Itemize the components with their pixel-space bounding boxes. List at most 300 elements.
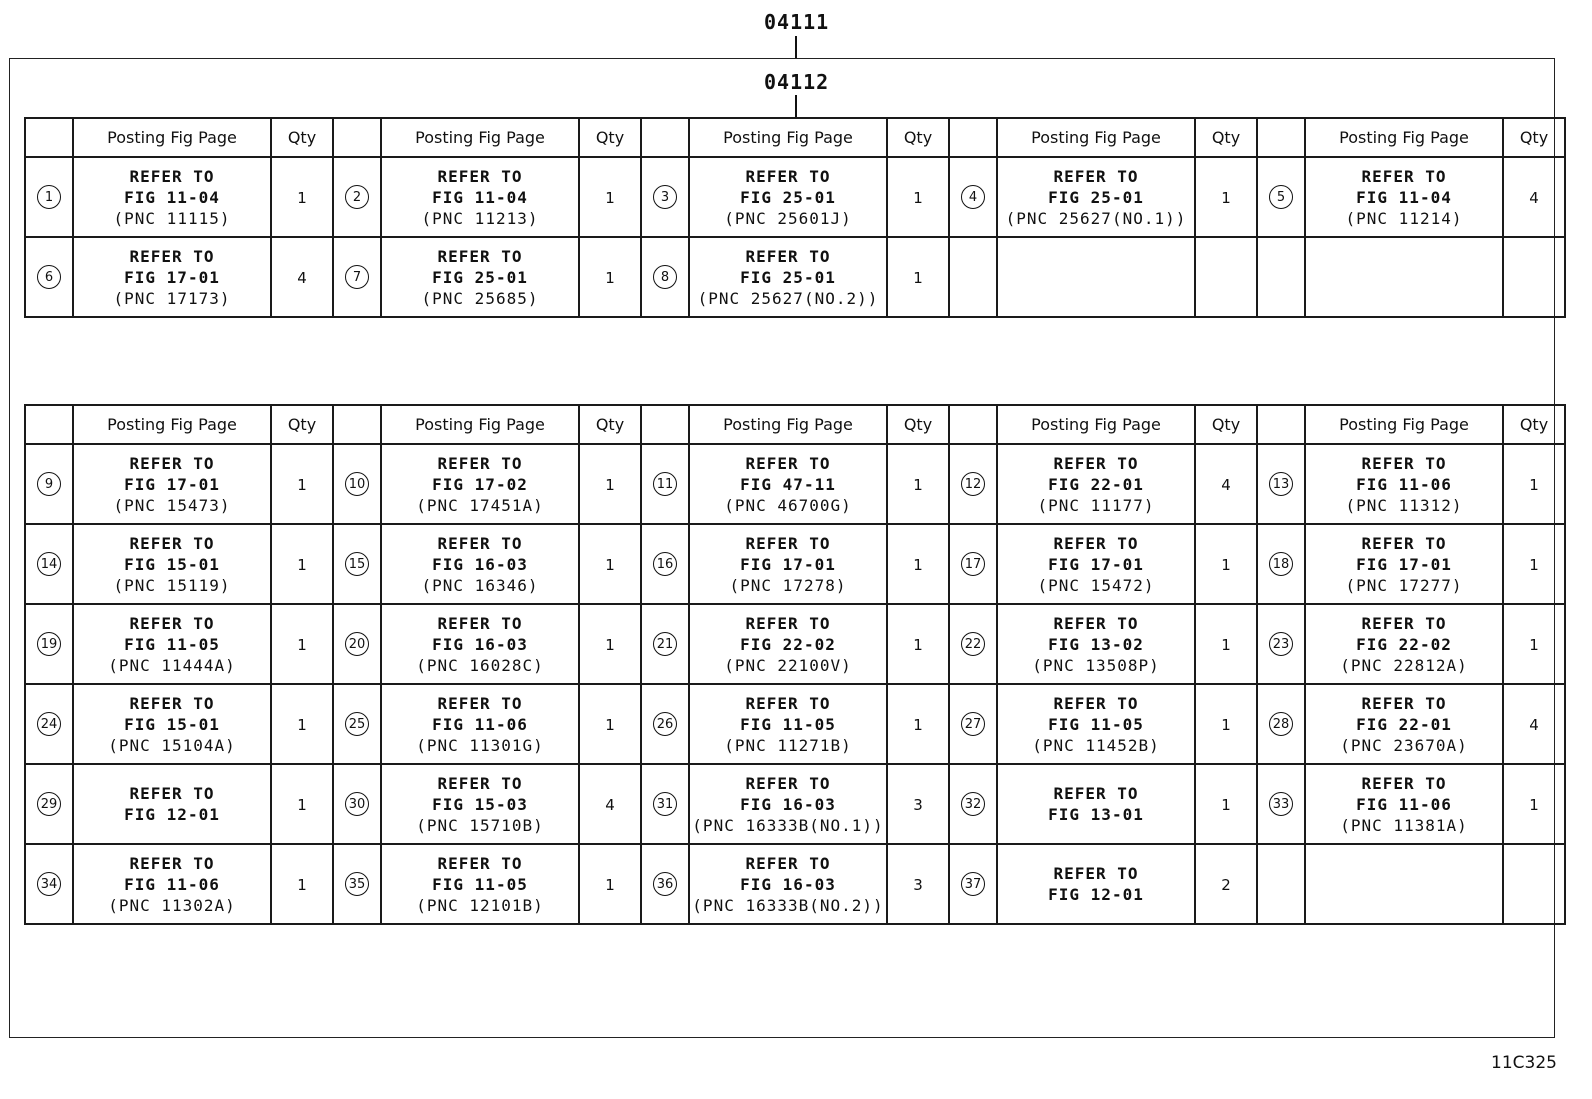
fig-number-text: FIG 11-06 (1356, 794, 1452, 814)
quantity-cell (1195, 237, 1257, 317)
quantity-value: 1 (1529, 475, 1539, 494)
quantity-cell (1195, 157, 1257, 237)
leader-line-04112 (795, 95, 797, 117)
item-number-cell (25, 684, 73, 764)
quantity-cell (1503, 237, 1565, 317)
pnc-text: (PNC 17451A) (416, 495, 544, 515)
reference-cell (1305, 764, 1503, 844)
item-number-cell (333, 157, 381, 237)
refer-to-text: REFER TO (437, 533, 523, 553)
quantity-cell (271, 684, 333, 764)
item-number-badge: 29 (37, 792, 61, 816)
pnc-text: (PNC 22812A) (1340, 655, 1468, 675)
item-number-badge: 3 (653, 185, 677, 209)
item-number-cell (25, 844, 73, 924)
header-qty: Qty (579, 405, 641, 444)
header-qty: Qty (1503, 118, 1565, 157)
reference-text (690, 453, 886, 516)
quantity-cell (579, 764, 641, 844)
header-posting-fig-page: Posting Fig Page (997, 405, 1195, 444)
pnc-text: (PNC 11381A) (1340, 815, 1468, 835)
reference-cell (381, 684, 579, 764)
item-number-cell (25, 524, 73, 604)
quantity-cell (1195, 604, 1257, 684)
quantity-cell (271, 844, 333, 924)
refer-to-text: REFER TO (437, 693, 523, 713)
item-number-cell (949, 764, 997, 844)
item-number-badge: 26 (653, 712, 677, 736)
fig-number-text: FIG 25-01 (1048, 187, 1144, 207)
item-number-cell (641, 844, 689, 924)
header-posting-fig-page: Posting Fig Page (689, 118, 887, 157)
fig-number-text: FIG 22-02 (1356, 634, 1452, 654)
fig-number-text: FIG 11-06 (1356, 474, 1452, 494)
quantity-value: 1 (1221, 715, 1231, 734)
reference-cell (381, 764, 579, 844)
quantity-value: 1 (605, 475, 615, 494)
table-row (25, 764, 1565, 844)
header-posting-fig-page: Posting Fig Page (689, 405, 887, 444)
quantity-cell (579, 604, 641, 684)
posting-table-lower (24, 404, 1566, 925)
item-number-cell (1257, 237, 1305, 317)
pnc-text: (PNC 25685) (421, 288, 539, 308)
quantity-value: 1 (913, 635, 923, 654)
refer-to-text: REFER TO (1053, 533, 1139, 553)
quantity-cell (579, 237, 641, 317)
quantity-cell (579, 444, 641, 524)
quantity-cell (1503, 604, 1565, 684)
fig-number-text: FIG 15-01 (124, 714, 220, 734)
reference-cell (997, 157, 1195, 237)
fig-number-text: FIG 11-04 (432, 187, 528, 207)
reference-text (998, 453, 1194, 516)
item-number-cell (333, 764, 381, 844)
item-number-cell (949, 237, 997, 317)
reference-cell (381, 157, 579, 237)
quantity-value: 1 (605, 188, 615, 207)
item-number-cell (949, 604, 997, 684)
item-number-badge: 7 (345, 265, 369, 289)
pnc-text: (PNC 15710B) (416, 815, 544, 835)
pnc-text: (PNC 16333B(NO.1)) (692, 815, 884, 835)
fig-number-text: FIG 11-05 (432, 874, 528, 894)
item-number-badge: 19 (37, 632, 61, 656)
reference-cell (997, 764, 1195, 844)
quantity-value: 1 (913, 555, 923, 574)
quantity-value: 1 (605, 715, 615, 734)
item-number-cell (1257, 764, 1305, 844)
refer-to-text: REFER TO (129, 453, 215, 473)
item-number-badge: 28 (1269, 712, 1293, 736)
quantity-value: 3 (913, 875, 923, 894)
fig-number-text: FIG 11-06 (432, 714, 528, 734)
quantity-cell (1503, 764, 1565, 844)
reference-text (998, 863, 1194, 905)
reference-text (1306, 693, 1502, 756)
quantity-value: 1 (297, 795, 307, 814)
reference-cell (689, 684, 887, 764)
quantity-value: 1 (297, 875, 307, 894)
refer-to-text: REFER TO (745, 613, 831, 633)
quantity-value: 1 (297, 715, 307, 734)
reference-cell (73, 604, 271, 684)
header-item-cell (641, 118, 689, 157)
item-number-badge: 27 (961, 712, 985, 736)
pnc-text: (PNC 11214) (1345, 208, 1463, 228)
reference-text (382, 246, 578, 309)
reference-cell (73, 524, 271, 604)
fig-number-text: FIG 15-03 (432, 794, 528, 814)
quantity-cell (887, 444, 949, 524)
quantity-cell (887, 604, 949, 684)
quantity-value: 1 (297, 188, 307, 207)
item-number-badge: 11 (653, 472, 677, 496)
refer-to-text: REFER TO (437, 453, 523, 473)
quantity-cell (1503, 684, 1565, 764)
refer-to-text: REFER TO (437, 773, 523, 793)
refer-to-text: REFER TO (129, 693, 215, 713)
reference-text (382, 166, 578, 229)
fig-number-text: FIG 25-01 (740, 187, 836, 207)
item-number-badge: 6 (37, 265, 61, 289)
header-row (25, 118, 1565, 157)
reference-cell (73, 237, 271, 317)
reference-text (74, 613, 270, 676)
refer-to-text: REFER TO (745, 693, 831, 713)
header-posting-fig-page: Posting Fig Page (381, 405, 579, 444)
item-number-cell (333, 444, 381, 524)
table-row (25, 157, 1565, 237)
item-number-cell (1257, 684, 1305, 764)
reference-text (998, 166, 1194, 229)
fig-number-text: FIG 17-01 (740, 554, 836, 574)
header-item-cell (1257, 405, 1305, 444)
refer-to-text: REFER TO (1053, 864, 1139, 883)
refer-to-text: REFER TO (129, 613, 215, 633)
refer-to-text: REFER TO (1361, 773, 1447, 793)
quantity-value: 1 (1529, 555, 1539, 574)
pnc-text: (PNC 23670A) (1340, 735, 1468, 755)
header-qty: Qty (1195, 405, 1257, 444)
pnc-text: (PNC 16028C) (416, 655, 544, 675)
item-number-badge: 37 (961, 872, 985, 896)
pnc-text: (PNC 15472) (1037, 575, 1155, 595)
refer-to-text: REFER TO (1053, 784, 1139, 803)
reference-text (382, 533, 578, 596)
reference-text (74, 246, 270, 309)
quantity-cell (1503, 444, 1565, 524)
reference-cell (689, 237, 887, 317)
quantity-value: 1 (1529, 635, 1539, 654)
pnc-text: (PNC 13508P) (1032, 655, 1160, 675)
pnc-text: (PNC 22100V) (724, 655, 852, 675)
refer-to-text: REFER TO (129, 784, 215, 803)
header-item-cell (641, 405, 689, 444)
item-number-cell (1257, 157, 1305, 237)
pnc-text: (PNC 11444A) (108, 655, 236, 675)
quantity-cell (887, 237, 949, 317)
header-posting-fig-page: Posting Fig Page (73, 405, 271, 444)
reference-text (1306, 533, 1502, 596)
reference-cell (997, 444, 1195, 524)
header-qty: Qty (271, 118, 333, 157)
refer-to-text: REFER TO (437, 853, 523, 873)
quantity-value: 1 (605, 555, 615, 574)
refer-to-text: REFER TO (745, 453, 831, 473)
item-number-cell (333, 524, 381, 604)
reference-text (382, 453, 578, 516)
quantity-cell (887, 764, 949, 844)
reference-text (690, 166, 886, 229)
item-number-cell (641, 237, 689, 317)
quantity-cell (1503, 844, 1565, 924)
pnc-text: (PNC 17278) (729, 575, 847, 595)
item-number-cell (25, 157, 73, 237)
fig-number-text: FIG 17-02 (432, 474, 528, 494)
quantity-cell (271, 444, 333, 524)
quantity-value: 4 (297, 268, 307, 287)
refer-to-text: REFER TO (745, 853, 831, 873)
item-number-badge: 32 (961, 792, 985, 816)
refer-to-text: REFER TO (129, 853, 215, 873)
pnc-text: (PNC 11452B) (1032, 735, 1160, 755)
reference-cell (997, 684, 1195, 764)
pnc-text: (PNC 16333B(NO.2)) (692, 895, 884, 915)
reference-text (998, 783, 1194, 825)
pnc-text: (PNC 25627(NO.2)) (697, 288, 879, 308)
pnc-text: (PNC 11312) (1345, 495, 1463, 515)
header-item-cell (25, 405, 73, 444)
item-number-badge: 25 (345, 712, 369, 736)
quantity-cell (271, 157, 333, 237)
reference-cell (997, 237, 1195, 317)
header-qty: Qty (271, 405, 333, 444)
quantity-value: 1 (605, 268, 615, 287)
refer-to-text: REFER TO (437, 246, 523, 266)
fig-number-text: FIG 13-02 (1048, 634, 1144, 654)
item-number-cell (1257, 844, 1305, 924)
pnc-text: (PNC 15104A) (108, 735, 236, 755)
reference-text (1306, 453, 1502, 516)
refer-to-text: REFER TO (1361, 613, 1447, 633)
header-posting-fig-page: Posting Fig Page (73, 118, 271, 157)
posting-table-upper (24, 117, 1566, 318)
header-posting-fig-page: Posting Fig Page (1305, 118, 1503, 157)
pnc-text: (PNC 11301G) (416, 735, 544, 755)
quantity-cell (579, 157, 641, 237)
item-number-cell (25, 764, 73, 844)
header-qty: Qty (579, 118, 641, 157)
header-posting-fig-page: Posting Fig Page (1305, 405, 1503, 444)
pnc-text: (PNC 25627(NO.1)) (1005, 208, 1187, 228)
quantity-value: 1 (1221, 555, 1231, 574)
refer-to-text: REFER TO (1053, 166, 1139, 186)
header-qty: Qty (1503, 405, 1565, 444)
fig-number-text: FIG 47-11 (740, 474, 836, 494)
header-qty: Qty (887, 118, 949, 157)
fig-number-text: FIG 16-03 (432, 634, 528, 654)
quantity-value: 1 (1221, 635, 1231, 654)
item-number-badge: 4 (961, 185, 985, 209)
reference-cell (381, 444, 579, 524)
fig-number-text: FIG 11-05 (124, 634, 220, 654)
reference-cell (689, 844, 887, 924)
assembly-label-04112: 04112 (764, 70, 830, 94)
header-qty: Qty (1195, 118, 1257, 157)
quantity-cell (1503, 524, 1565, 604)
table-row (25, 604, 1565, 684)
pnc-text: (PNC 11177) (1037, 495, 1155, 515)
reference-cell (73, 844, 271, 924)
reference-text (690, 613, 886, 676)
reference-cell (1305, 604, 1503, 684)
fig-number-text: FIG 17-01 (124, 474, 220, 494)
item-number-badge: 8 (653, 265, 677, 289)
item-number-cell (333, 684, 381, 764)
fig-number-text: FIG 17-01 (1356, 554, 1452, 574)
reference-cell (689, 524, 887, 604)
pnc-text: (PNC 11213) (421, 208, 539, 228)
fig-number-text: FIG 16-03 (432, 554, 528, 574)
table-row (25, 444, 1565, 524)
item-number-cell (949, 157, 997, 237)
fig-number-text: FIG 13-01 (1048, 805, 1144, 824)
reference-cell (997, 524, 1195, 604)
fig-number-text: FIG 11-05 (1048, 714, 1144, 734)
figure-code: 11C325 (1491, 1053, 1557, 1073)
refer-to-text: REFER TO (437, 613, 523, 633)
fig-number-text: FIG 22-01 (1048, 474, 1144, 494)
quantity-value: 1 (1221, 188, 1231, 207)
item-number-cell (641, 764, 689, 844)
reference-cell (381, 844, 579, 924)
fig-number-text: FIG 12-01 (1048, 885, 1144, 904)
quantity-value: 1 (605, 635, 615, 654)
refer-to-text: REFER TO (1361, 533, 1447, 553)
item-number-badge: 23 (1269, 632, 1293, 656)
pnc-text: (PNC 12101B) (416, 895, 544, 915)
reference-text (74, 166, 270, 229)
reference-text (74, 693, 270, 756)
item-number-cell (333, 604, 381, 684)
header-item-cell (949, 118, 997, 157)
item-number-cell (641, 684, 689, 764)
reference-text (998, 693, 1194, 756)
quantity-value: 1 (605, 875, 615, 894)
pnc-text: (PNC 46700G) (724, 495, 852, 515)
pnc-text: (PNC 17277) (1345, 575, 1463, 595)
reference-text (74, 783, 270, 825)
fig-number-text: FIG 11-06 (124, 874, 220, 894)
pnc-text: (PNC 11302A) (108, 895, 236, 915)
reference-cell (1305, 444, 1503, 524)
reference-text (74, 853, 270, 916)
quantity-cell (1195, 844, 1257, 924)
item-number-cell (949, 444, 997, 524)
item-number-badge: 13 (1269, 472, 1293, 496)
quantity-cell (271, 524, 333, 604)
reference-text (74, 533, 270, 596)
reference-cell (381, 524, 579, 604)
reference-cell (1305, 157, 1503, 237)
item-number-badge: 36 (653, 872, 677, 896)
pnc-text: (PNC 11115) (113, 208, 231, 228)
fig-number-text: FIG 12-01 (124, 805, 220, 824)
quantity-value: 1 (913, 475, 923, 494)
refer-to-text: REFER TO (1053, 613, 1139, 633)
reference-cell (689, 444, 887, 524)
item-number-cell (949, 684, 997, 764)
item-number-badge: 16 (653, 552, 677, 576)
quantity-cell (1195, 524, 1257, 604)
reference-text (1306, 773, 1502, 836)
fig-number-text: FIG 11-04 (1356, 187, 1452, 207)
reference-cell (381, 604, 579, 684)
table-row (25, 684, 1565, 764)
quantity-value: 1 (1529, 795, 1539, 814)
fig-number-text: FIG 25-01 (740, 267, 836, 287)
refer-to-text: REFER TO (745, 166, 831, 186)
reference-text (1306, 166, 1502, 229)
reference-cell (689, 604, 887, 684)
item-number-badge: 20 (345, 632, 369, 656)
refer-to-text: REFER TO (745, 773, 831, 793)
reference-cell (1305, 684, 1503, 764)
item-number-cell (1257, 444, 1305, 524)
quantity-value: 1 (297, 475, 307, 494)
quantity-cell (579, 844, 641, 924)
header-item-cell (949, 405, 997, 444)
reference-text (690, 773, 886, 836)
pnc-text: (PNC 11271B) (724, 735, 852, 755)
header-item-cell (1257, 118, 1305, 157)
refer-to-text: REFER TO (129, 166, 215, 186)
reference-text (690, 246, 886, 309)
reference-text (690, 853, 886, 916)
fig-number-text: FIG 11-04 (124, 187, 220, 207)
pnc-text: (PNC 17173) (113, 288, 231, 308)
reference-cell (1305, 844, 1503, 924)
reference-cell (997, 604, 1195, 684)
reference-cell (73, 444, 271, 524)
item-number-badge: 35 (345, 872, 369, 896)
item-number-badge: 17 (961, 552, 985, 576)
header-posting-fig-page: Posting Fig Page (997, 118, 1195, 157)
header-qty: Qty (887, 405, 949, 444)
reference-cell (997, 844, 1195, 924)
item-number-badge: 1 (37, 185, 61, 209)
quantity-value: 4 (1221, 475, 1231, 494)
pnc-text: (PNC 15119) (113, 575, 231, 595)
item-number-cell (333, 237, 381, 317)
item-number-badge: 15 (345, 552, 369, 576)
quantity-value: 4 (605, 795, 615, 814)
reference-cell (73, 157, 271, 237)
quantity-value: 2 (1221, 875, 1231, 894)
fig-number-text: FIG 22-01 (1356, 714, 1452, 734)
reference-text (382, 613, 578, 676)
item-number-badge: 5 (1269, 185, 1293, 209)
refer-to-text: REFER TO (129, 533, 215, 553)
item-number-cell (1257, 524, 1305, 604)
quantity-cell (579, 524, 641, 604)
header-item-cell (333, 405, 381, 444)
item-number-cell (641, 604, 689, 684)
item-number-badge: 34 (37, 872, 61, 896)
item-number-badge: 10 (345, 472, 369, 496)
table-row (25, 524, 1565, 604)
